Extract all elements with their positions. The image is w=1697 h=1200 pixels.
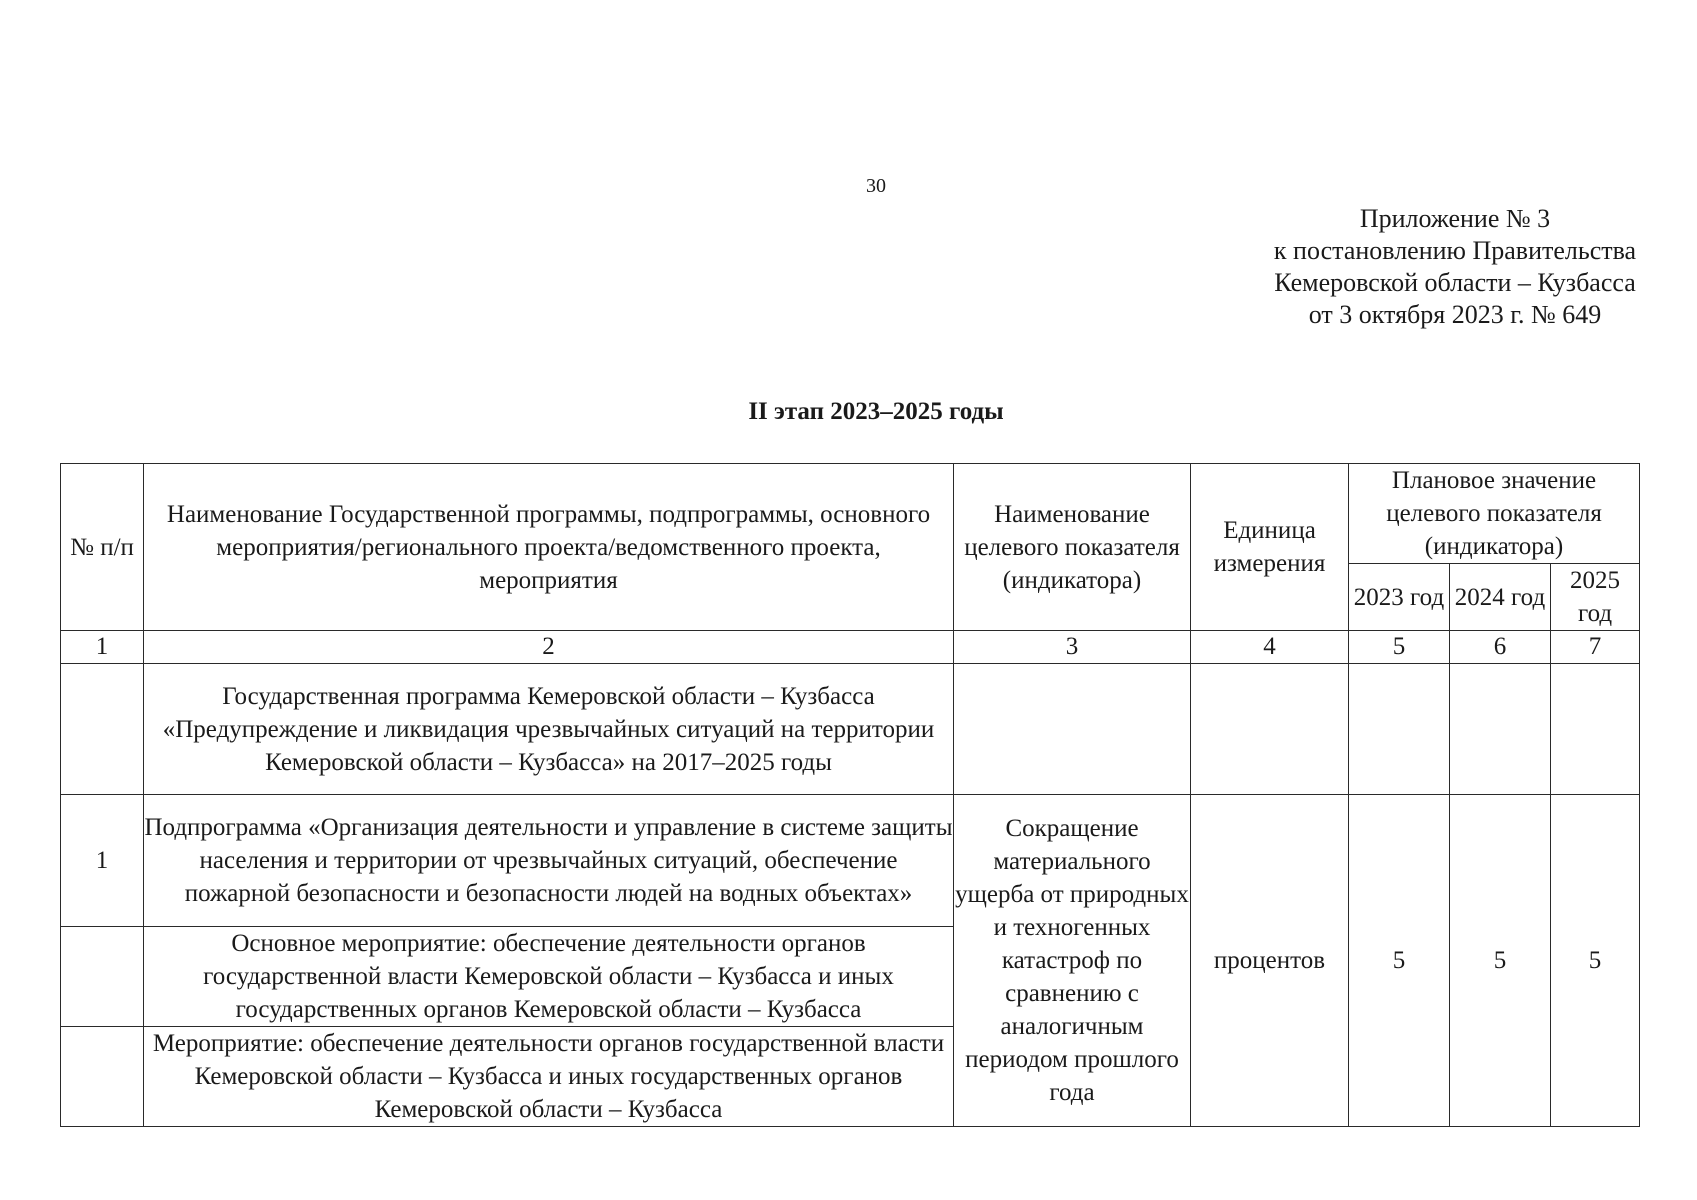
page-number: 30	[866, 175, 886, 197]
row-value-2023: 5	[1349, 795, 1450, 1127]
indicators-table	[60, 463, 1640, 1127]
row-indicator: Сокращение материального ущерба от природных и техногенных катастроф по сравнению с аналогичным периодом прошлого года	[954, 795, 1191, 1127]
row-value-2024: 5	[1450, 795, 1551, 1127]
row-name: Мероприятие: обеспечение деятельности органов государственной власти Кемеровской области – Кузбасса и иных государственных органов Кемеровской области – Кузбасса	[144, 1027, 954, 1127]
column-numbers-row	[61, 631, 1640, 664]
row-value-empty	[1450, 664, 1551, 795]
row-num	[61, 664, 144, 795]
row-num	[61, 927, 144, 1027]
row-value-2025: 5	[1551, 795, 1640, 1127]
row-value-empty	[1349, 664, 1450, 795]
header-indicator: Наименование целевого показателя (индикатора)	[954, 464, 1191, 631]
row-num: 1	[61, 795, 144, 927]
header-year-2023: 2023 год	[1349, 564, 1450, 631]
column-number: 1	[61, 631, 144, 664]
column-number: 7	[1551, 631, 1640, 664]
header-num: № п/п	[61, 464, 144, 631]
appendix-line: к постановлению Правительства	[1273, 236, 1637, 265]
table-row	[61, 664, 1640, 795]
row-value-empty	[1551, 664, 1640, 795]
appendix-line: от 3 октября 2023 г. № 649	[1308, 300, 1602, 329]
appendix-line: Приложение № 3	[1359, 204, 1551, 233]
table-header-row	[61, 464, 1640, 564]
row-num	[61, 1027, 144, 1127]
column-number: 6	[1450, 631, 1551, 664]
appendix-line: Кемеровской области – Кузбасса	[1274, 268, 1636, 297]
header-plan: Плановое значение целевого показателя (индикатора)	[1349, 464, 1640, 564]
row-indicator-empty	[954, 664, 1191, 795]
column-number: 4	[1191, 631, 1349, 664]
row-unit: процентов	[1191, 795, 1349, 1127]
header-year-2025: 2025 год	[1551, 564, 1640, 631]
row-name: Подпрограмма «Организация деятельности и управление в системе защиты населения и территории от чрезвычайных ситуаций, обеспечение пожарной безопасности и безопасности людей на водных объектах»	[144, 795, 954, 927]
row-name: Основное мероприятие: обеспечение деятельности органов государственной власти Кемеровской области – Кузбасса и иных государственных органов Кемеровской области – Кузбасса	[144, 927, 954, 1027]
stage-title: II этап 2023–2025 годы	[748, 398, 1004, 425]
column-number: 2	[144, 631, 954, 664]
header-year-2024: 2024 год	[1450, 564, 1551, 631]
appendix-block	[1230, 203, 1680, 331]
row-name: Государственная программа Кемеровской области – Кузбасса «Предупреждение и ликвидация чрезвычайных ситуаций на территории Кемеровской области – Кузбасса» на 2017–2025 годы	[144, 664, 954, 795]
column-number: 3	[954, 631, 1191, 664]
column-number: 5	[1349, 631, 1450, 664]
row-unit-empty	[1191, 664, 1349, 795]
header-name: Наименование Государственной программы, подпрограммы, основного мероприятия/регионального проекта/ведомственного проекта, мероприятия	[144, 464, 954, 631]
header-unit: Единица измерения	[1191, 464, 1349, 631]
table-row	[61, 795, 1640, 927]
